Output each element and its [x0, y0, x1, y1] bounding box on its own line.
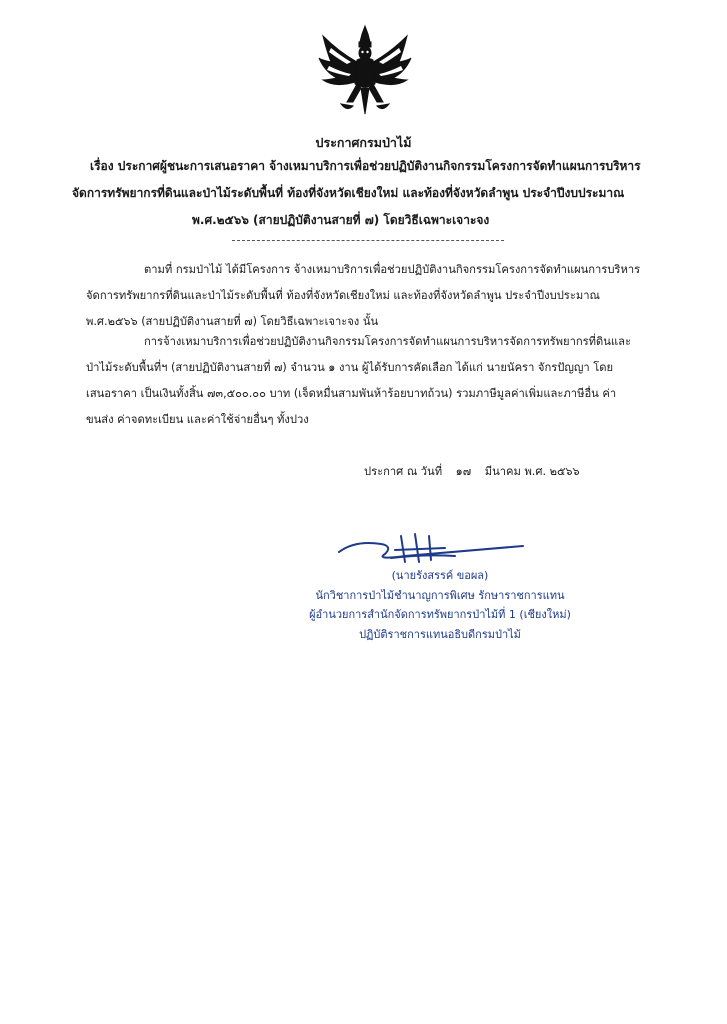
announcement-date [364, 462, 580, 480]
paragraph-line: เสนอราคา เป็นเงินทั้งสิ้น ๗๓,๕๐๐.๐๐ บาท (เจ็ดหมื่นสามพันห้าร้อยบาทถ้วน) รวมภาษีมูลค่าเพิ่มและภาษีอื่น ค่า [86, 387, 617, 400]
signatory-position: ปฏิบัติราชการแทนอธิบดีกรมป่าไม้ [359, 627, 521, 641]
subject-line: จัดการทรัพยากรที่ดินและป่าไม้ระดับพื้นที่ ท้องที่จังหวัดเชียงใหม่ และท้องที่จังหวัดลำพูน ประจำปีงบประมาณ [72, 186, 625, 200]
paragraph-intro [86, 257, 656, 335]
paragraph-line: ขนส่ง ค่าจดทะเบียน และค่าใช้จ่ายอื่นๆ ทั้งปวง [86, 413, 309, 426]
subject-line: พ.ศ.๒๕๖๖ (สายปฏิบัติงานสายที่ ๗) โดยวิธีเฉพาะเจาะจง [192, 213, 490, 227]
garuda-emblem-icon [317, 22, 413, 122]
announcement-title: ประกาศกรมป่าไม้ [315, 135, 412, 150]
paragraph-award [86, 329, 656, 433]
date-day: ๑๗ [455, 465, 472, 478]
paragraph-line: จัดการทรัพยากรที่ดินและป่าไม้ระดับพื้นที่ ท้องที่จังหวัดเชียงใหม่ และท้องที่จังหวัดลำพูน ประจำปีงบประมาณ [86, 289, 600, 302]
subject-line: เรื่อง ประกาศผู้ชนะการเสนอราคา จ้างเหมาบริการเพื่อช่วยปฏิบัติงานกิจกรรมโครงการจัดทำแผนการบริหาร [90, 159, 641, 173]
date-prefix: ประกาศ ณ วันที่ [364, 465, 443, 478]
paragraph-line: การจ้างเหมาบริการเพื่อช่วยปฏิบัติงานกิจกรรมโครงการจัดทำแผนการบริหารจัดการทรัพยากรที่ดินและ [144, 335, 631, 348]
signatory-block [300, 566, 580, 644]
announcement-subject [70, 153, 660, 234]
paragraph-line: ตามที่ กรมป่าไม้ ได้มีโครงการ จ้างเหมาบริการเพื่อช่วยปฏิบัติงานกิจกรรมโครงการจัดทำแผนการบริหาร [144, 263, 641, 276]
signatory-name: (นายรังสรรค์ ขอผล) [391, 569, 489, 582]
paragraph-line: ป่าไม้ระดับพื้นที่ฯ (สายปฏิบัติงานสายที่ ๗) จำนวน ๑ งาน ผู้ได้รับการคัดเลือก ได้แก่ นายนัครา จักรปัญญา โดย [86, 361, 614, 374]
handwritten-signature [335, 530, 525, 566]
signatory-position: ผู้อำนวยการสำนักจัดการทรัพยากรป่าไม้ที่ 1 (เชียงใหม่) [309, 608, 571, 621]
paragraph-line: พ.ศ.๒๕๖๖ (สายปฏิบัติงานสายที่ ๗) โดยวิธีเฉพาะเจาะจง นั้น [86, 315, 379, 328]
dashed-divider [232, 240, 504, 241]
signatory-position: นักวิชาการป่าไม้ชำนาญการพิเศษ รักษาราชการแทน [315, 588, 565, 602]
date-month-year: มีนาคม พ.ศ. ๒๕๖๖ [484, 465, 580, 478]
